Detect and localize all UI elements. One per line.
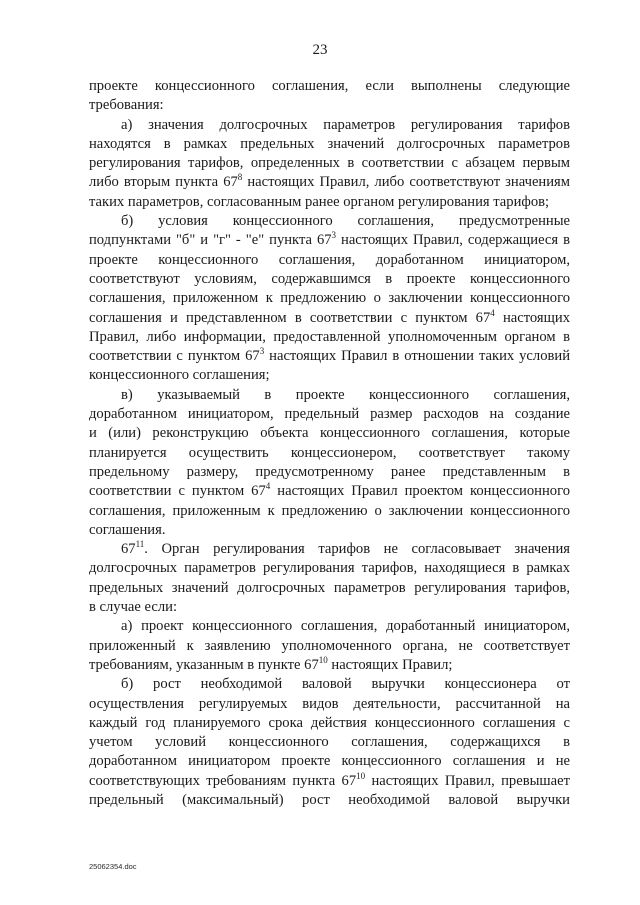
text-run: настоящих Правил, либо соответствуют значениям (242, 174, 570, 191)
text-line: а) значения долгосрочных параметров регулирования тарифов (121, 116, 570, 133)
text-line: соглашения, приложенном к предложению о заключении концессионного (89, 290, 570, 307)
text-line: соглашения. (89, 521, 166, 538)
text-line (89, 231, 570, 250)
text-line: Правил, либо информации, предоставленной уполномоченным органом в (89, 328, 570, 345)
text-line: б) условия концессионного соглашения, предусмотренные (121, 213, 570, 230)
text-line (89, 540, 570, 559)
superscript: 10 (356, 770, 366, 781)
text-line: предельный (максимальный) рост необходимой валовой выручки (89, 791, 570, 808)
text-line: в) указываемый в проекте концессионного соглашения, (121, 386, 570, 403)
text-line (89, 482, 570, 501)
superscript: 3 (331, 230, 337, 241)
text-run: соглашения и представленном в соответствии с пунктом 67 (89, 309, 491, 326)
text-line: каждый год планируемого срока действия концессионного соглашения с (89, 714, 570, 731)
text-line: предельных значений долгосрочных параметров регулирования тарифов, (89, 579, 570, 596)
superscript: 8 (237, 172, 243, 183)
text-line (89, 173, 570, 192)
paragraph-continuation (89, 77, 570, 116)
footer-file-code: 25062354.doc (89, 862, 137, 871)
text-run: 67 (121, 541, 136, 558)
text-run: настоящих Правил, содержащиеся в (336, 232, 570, 249)
text-run: настоящих Правил проектом концессионного (270, 483, 570, 500)
text-run: настоящих Правил в отношении таких условий (264, 348, 571, 365)
paragraph-item-a (89, 116, 570, 212)
text-run: соответствии с пунктом 67 (89, 348, 260, 365)
text-run: настоящих Правил, превышает (365, 772, 570, 789)
text-line: доработанном инициатором проекте концессионного соглашения и не (89, 753, 570, 770)
text-line: соглашения, приложенным к предложению о заключении концессионного (89, 502, 570, 519)
text-line: планируется осуществить концессионером, соответствует такому (89, 444, 570, 461)
superscript: 3 (259, 346, 265, 357)
text-line (89, 309, 570, 328)
text-line: учетом условий концессионного соглашения, содержащихся в (89, 734, 570, 751)
text-run: требованиям, указанным в пункте 67 (89, 656, 319, 673)
text-run: соответствии с пунктом 67 (89, 483, 266, 500)
text-line: таких параметров, согласованным ранее органом регулирования тарифов; (89, 193, 550, 210)
text-line: проекте концессионного соглашения, доработанном инициатором, (89, 251, 570, 268)
superscript: 4 (265, 481, 271, 492)
superscript: 4 (490, 307, 495, 318)
text-run: соответствующих требованиям пункта 67 (89, 772, 357, 789)
text-line: а) проект концессионного соглашения, доработанный инициатором, (121, 618, 570, 635)
text-line (89, 772, 570, 791)
text-run: настоящих Правил; (327, 656, 453, 673)
text-line: доработанном инициатором, предельный размер расходов на создание (89, 406, 570, 423)
text-line: и (или) реконструкцию объекта концессионного соглашения, которые (89, 425, 570, 442)
text-line (89, 656, 570, 675)
text-line (89, 347, 570, 366)
text-line: б) рост необходимой валовой выручки концессионера от (121, 676, 570, 693)
paragraph-item-a-2 (89, 617, 570, 675)
text-run: либо вторым пункта 67 (89, 174, 238, 191)
text-line: осуществления регулируемых видов деятельности, рассчитанной на (89, 695, 570, 712)
text-line: регулирования тарифов, определенных в соответствии с абзацем первым (89, 155, 570, 172)
document-body (89, 77, 570, 810)
text-line: находятся в рамках предельных значений долгосрочных параметров (89, 135, 570, 152)
paragraph-item-c (89, 386, 570, 540)
text-line: приложенный к заявлению уполномоченного органа, не соответствует (89, 637, 570, 654)
superscript: 11 (135, 539, 145, 550)
text-line: требования: (89, 97, 164, 114)
text-line: в случае если: (89, 599, 178, 616)
text-line: предельному размеру, предусмотренному ранее представленным в (89, 463, 570, 480)
text-run: . Орган регулирования тарифов не согласовывает значения (144, 541, 570, 558)
text-line: соответствуют условиям, содержавшимся в проекте концессионного (89, 270, 570, 287)
text-run: настоящих (494, 309, 570, 326)
text-line: проекте концессионного соглашения, если выполнены следующие (89, 78, 570, 94)
paragraph-item-b-2 (89, 675, 570, 810)
superscript: 10 (318, 654, 328, 665)
page-number: 23 (312, 42, 328, 58)
paragraph-clause-67-11 (89, 540, 570, 617)
text-line: долгосрочных параметров регулирования тарифов, находящиеся в рамках (89, 560, 570, 577)
text-line: концессионного соглашения; (89, 367, 270, 384)
text-run: подпунктами "б" и "г" - "е" пункта 67 (89, 232, 332, 249)
paragraph-item-b (89, 212, 570, 386)
